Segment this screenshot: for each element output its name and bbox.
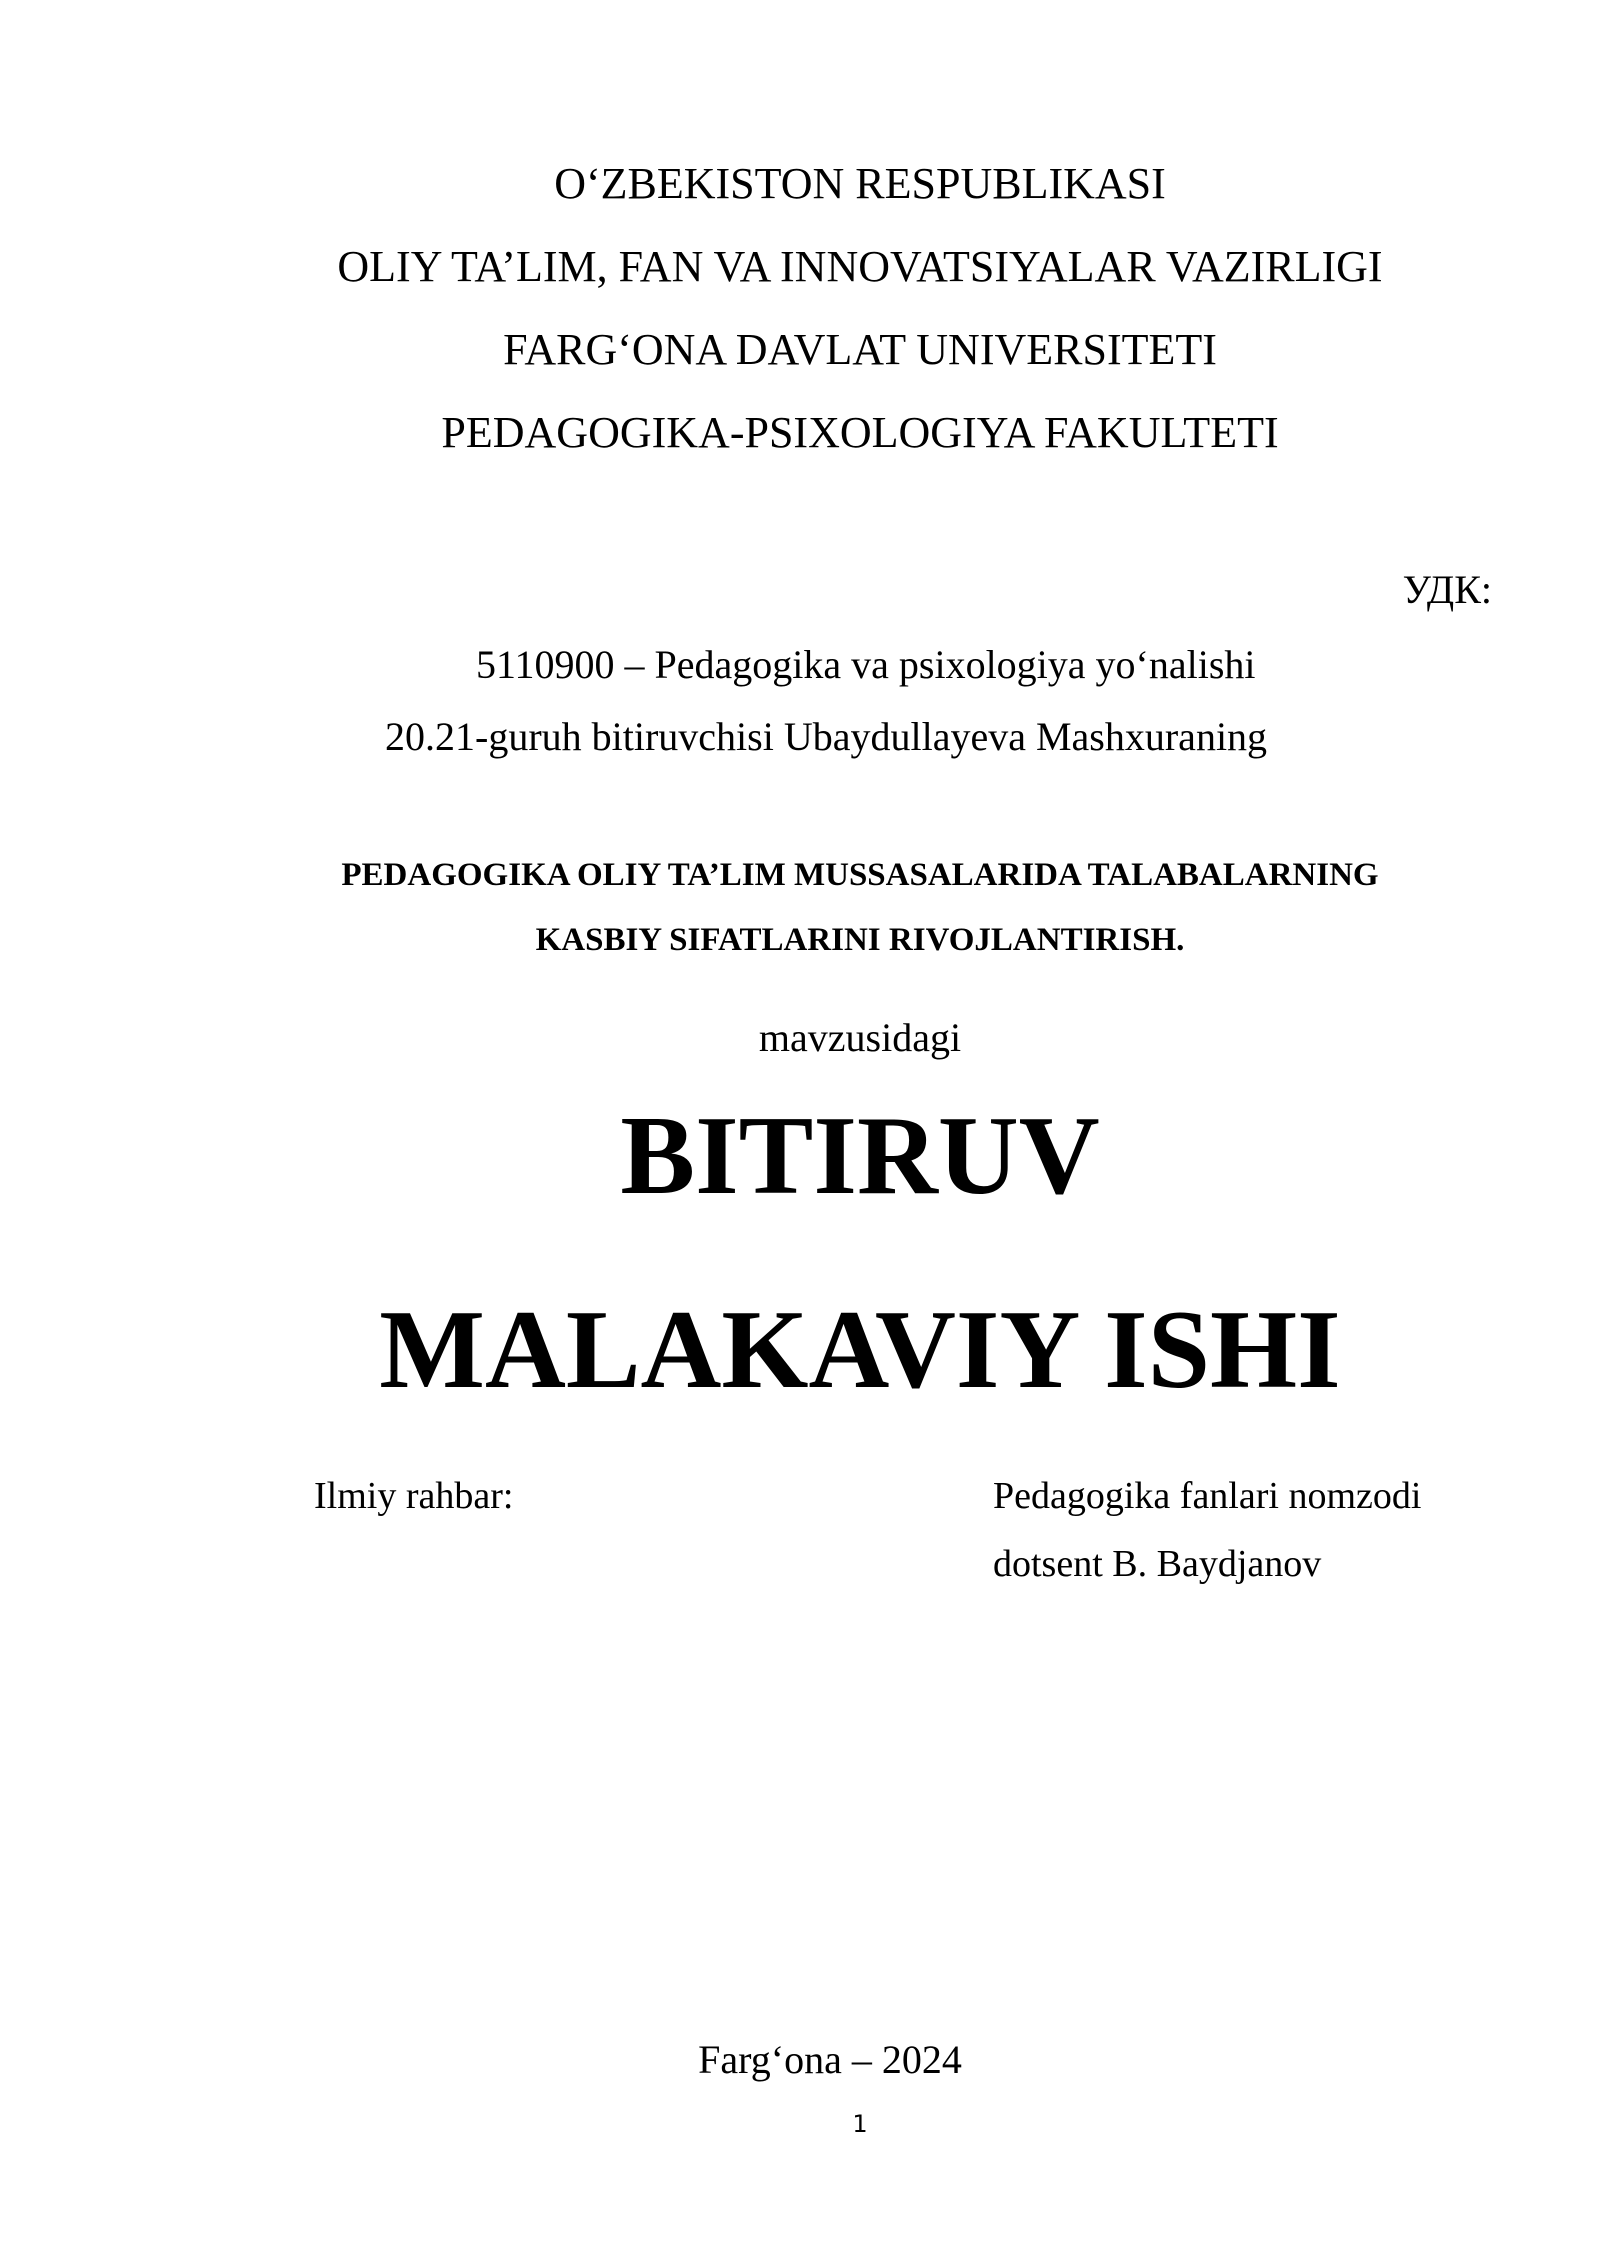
- republic-heading: O‘ZBEKISTON RESPUBLIKASI: [554, 159, 1166, 208]
- supervisor-degree: Pedagogika fanlari nomzodi: [993, 1475, 1422, 1517]
- university-heading: FARG‘ONA DAVLAT UNIVERSITETI: [503, 325, 1217, 374]
- specialty-line: 5110900 – Pedagogika va psixologiya yo‘nalishi: [476, 642, 1256, 687]
- topic-line-2: KASBIY SIFATLARINI RIVOJLANTIRISH.: [535, 922, 1185, 958]
- faculty-heading: PEDAGOGIKA-PSIXOLOGIYA FAKULTETI: [441, 408, 1279, 457]
- supervisor-name: dotsent B. Baydjanov: [993, 1543, 1322, 1585]
- student-line: 20.21-guruh bitiruvchisi Ubaydullayeva Mashxuraning: [385, 714, 1268, 759]
- work-title-line-1: BITIRUV: [620, 1094, 1100, 1218]
- page-number: 1: [852, 2110, 868, 2138]
- place-year: Farg‘ona – 2024: [698, 2037, 962, 2082]
- topic-suffix: mavzusidagi: [758, 1015, 962, 1060]
- ministry-heading: OLIY TA’LIM, FAN VA INNOVATSIYALAR VAZIRLIGI: [337, 242, 1383, 291]
- udk-label: УДК:: [1402, 567, 1492, 612]
- supervisor-label: Ilmiy rahbar:: [314, 1475, 514, 1517]
- topic-line-1: PEDAGOGIKA OLIY TA’LIM MUSSASALARIDA TALABALARNING: [341, 857, 1379, 893]
- work-title-line-2: MALAKAVIY ISHI: [379, 1288, 1341, 1412]
